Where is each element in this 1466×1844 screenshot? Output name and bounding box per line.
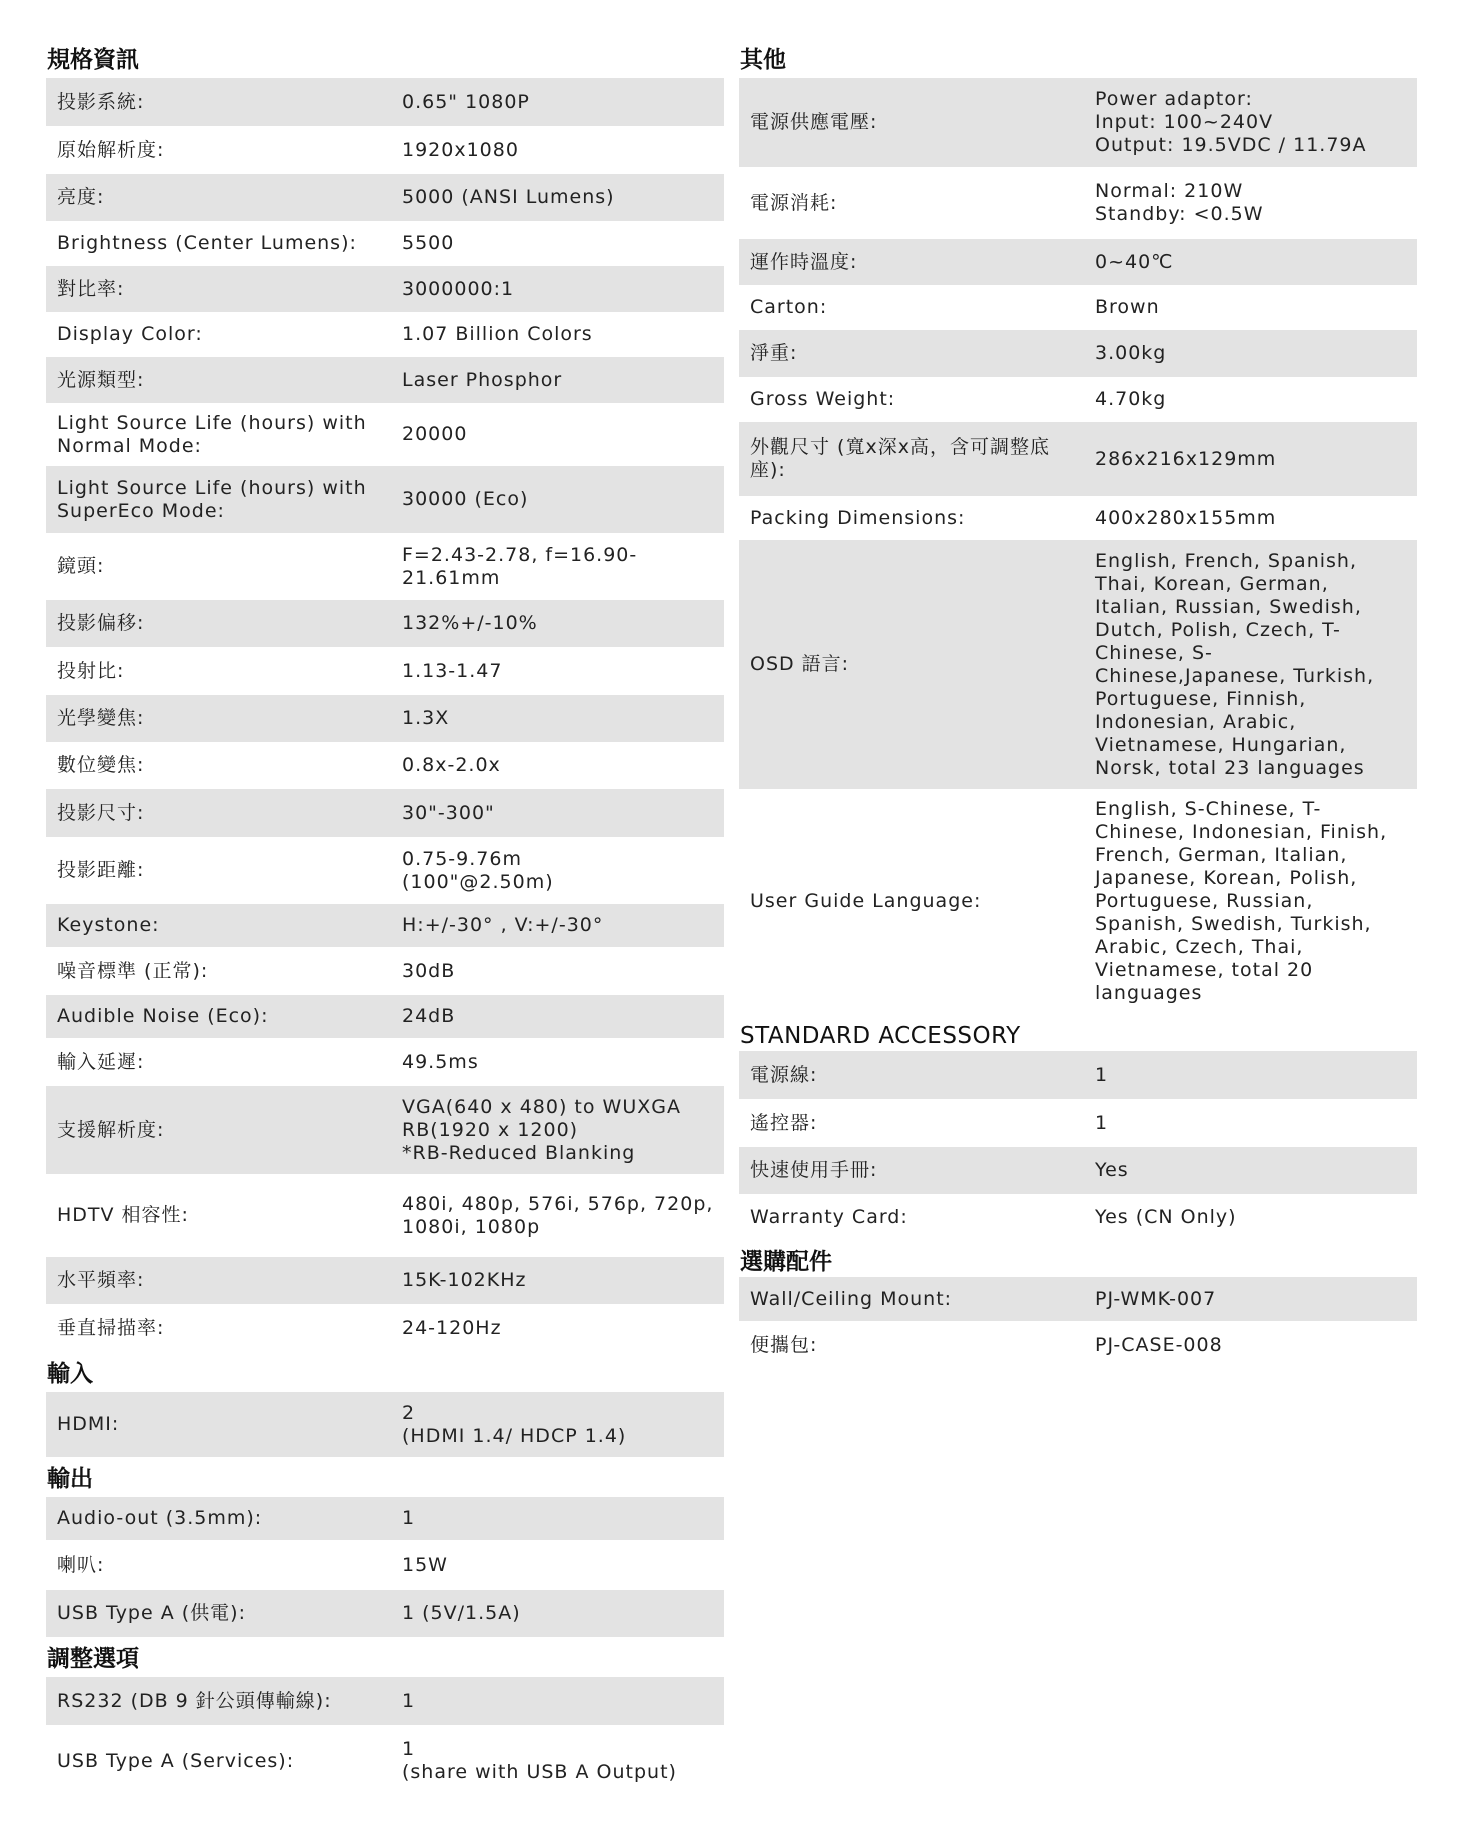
spec-label-line: 投影偏移:	[57, 612, 145, 634]
spec-value	[402, 488, 724, 511]
spec-label-line: 投影距離:	[57, 859, 145, 881]
spec-row	[46, 904, 724, 947]
spec-label	[46, 612, 402, 635]
spec-value-line: Dutch, Polish, Czech, T-	[1095, 618, 1341, 641]
spec-row	[46, 312, 724, 357]
spec-label	[46, 802, 402, 825]
spec-value-line: 1.13-1.47	[402, 659, 503, 682]
spec-row	[739, 540, 1417, 789]
spec-label-line: 運作時溫度:	[750, 250, 858, 273]
spec-label-line: 輸入延遲:	[57, 1050, 145, 1073]
spec-label	[46, 477, 402, 523]
section-title: STANDARD ACCESSORY	[740, 1023, 1021, 1049]
spec-label	[46, 1051, 402, 1074]
spec-value-line: 3.00kg	[1095, 342, 1167, 364]
spec-label-line: Normal Mode:	[57, 434, 202, 457]
spec-label-line: 便攜包:	[750, 1334, 818, 1356]
spec-row	[739, 377, 1417, 422]
spec-value	[1095, 1206, 1417, 1229]
spec-label	[739, 388, 1095, 411]
spec-row	[739, 422, 1417, 496]
spec-value	[1095, 550, 1417, 780]
spec-label	[46, 1413, 402, 1436]
spec-value-line: Arabic, Czech, Thai,	[1095, 936, 1304, 958]
spec-value	[402, 1317, 724, 1340]
section-title: 輸出	[47, 1466, 93, 1492]
spec-label	[46, 232, 402, 255]
spec-value	[402, 232, 724, 255]
spec-value-line: 1920x1080	[402, 138, 519, 161]
spec-value-line: Indonesian, Arabic,	[1095, 710, 1297, 733]
spec-value	[402, 139, 724, 162]
section-title: 輸入	[47, 1361, 93, 1387]
spec-value	[402, 423, 724, 446]
spec-label-line: 外觀尺寸 (寬x深x高，含可調整底	[750, 436, 1050, 458]
spec-value	[402, 1602, 724, 1625]
spec-value-line: RB(1920 x 1200)	[402, 1118, 579, 1141]
spec-row	[46, 837, 724, 904]
spec-label	[46, 1269, 402, 1292]
spec-label	[739, 342, 1095, 365]
section-title: 規格資訊	[47, 47, 139, 73]
spec-value-line: 1	[402, 1689, 416, 1712]
spec-value-line: Standby: <0.5W	[1095, 203, 1264, 225]
spec-label-line: Keystone:	[57, 914, 160, 936]
spec-label-line: HDMI:	[57, 1413, 120, 1435]
spec-label	[739, 296, 1095, 319]
spec-label-line: 喇叭:	[57, 1553, 105, 1576]
spec-label	[46, 1690, 402, 1713]
spec-label-line: Warranty Card:	[750, 1205, 908, 1228]
spec-value	[1095, 88, 1417, 157]
spec-value-line: 4.70kg	[1095, 388, 1167, 410]
spec-value	[402, 707, 724, 730]
spec-value-line: 132%+/-10%	[402, 612, 538, 634]
spec-row	[46, 1257, 724, 1304]
spec-value	[1095, 251, 1417, 274]
spec-value-line: 5000 (ANSI Lumens)	[402, 186, 615, 208]
spec-label-line: Display Color:	[57, 323, 203, 345]
spec-row	[739, 330, 1417, 377]
spec-value-line: 15W	[402, 1553, 448, 1576]
spec-label	[739, 1112, 1095, 1135]
spec-value-line: H:+/-30° , V:+/-30°	[402, 914, 604, 936]
spec-value	[1095, 1288, 1417, 1311]
spec-label	[739, 507, 1095, 530]
spec-row	[739, 167, 1417, 239]
spec-value	[402, 754, 724, 777]
spec-label	[46, 555, 402, 578]
spec-value-line: English, French, Spanish,	[1095, 549, 1357, 572]
spec-value-line: Power adaptor:	[1095, 88, 1253, 110]
spec-label	[46, 754, 402, 777]
spec-value-line: 1	[402, 1507, 416, 1529]
spec-label	[46, 660, 402, 683]
spec-value	[402, 1507, 724, 1530]
spec-row	[739, 789, 1417, 1014]
spec-value-line: 30000 (Eco)	[402, 488, 529, 510]
spec-value	[402, 660, 724, 683]
spec-row	[46, 126, 724, 174]
spec-label	[739, 653, 1095, 676]
spec-label	[739, 251, 1095, 274]
spec-row	[46, 789, 724, 837]
spec-label-line: SuperEco Mode:	[57, 499, 225, 522]
spec-label-line: 數位變焦:	[57, 754, 145, 776]
spec-value-line: (HDMI 1.4/ HDCP 1.4)	[402, 1424, 627, 1447]
spec-value-line: 0.8x-2.0x	[402, 754, 501, 776]
spec-value	[402, 960, 724, 983]
spec-label-line: 光學變焦:	[57, 707, 145, 729]
spec-value	[1095, 1159, 1417, 1182]
spec-row	[46, 742, 724, 789]
spec-row	[739, 1194, 1417, 1240]
spec-label	[739, 890, 1095, 913]
spec-row	[46, 647, 724, 695]
spec-value	[402, 1005, 724, 1028]
spec-value-line: Vietnamese, Hungarian,	[1095, 733, 1347, 756]
spec-row	[46, 947, 724, 995]
spec-row	[46, 1392, 724, 1457]
spec-row	[46, 466, 724, 533]
spec-value-line: 30dB	[402, 959, 456, 982]
spec-label	[46, 1750, 402, 1773]
spec-value-line: 20000	[402, 423, 468, 445]
spec-row	[46, 266, 724, 312]
spec-value	[402, 1690, 724, 1713]
spec-value-line: Thai, Korean, German,	[1095, 572, 1329, 595]
spec-row	[739, 239, 1417, 285]
spec-value	[1095, 1064, 1417, 1087]
spec-label	[46, 369, 402, 392]
spec-label	[46, 323, 402, 346]
spec-row	[46, 1038, 724, 1086]
section-title: 其他	[740, 47, 786, 73]
spec-value-line: 2	[402, 1401, 416, 1424]
spec-label	[739, 1159, 1095, 1182]
spec-value-line: Chinese,Japanese, Turkish,	[1095, 664, 1375, 687]
spec-value	[402, 914, 724, 937]
spec-label	[46, 1005, 402, 1028]
spec-label	[739, 1064, 1095, 1087]
spec-value-line: 400x280x155mm	[1095, 506, 1277, 529]
spec-row	[46, 995, 724, 1038]
spec-value-line: 30"-300"	[402, 801, 495, 824]
spec-row	[739, 1147, 1417, 1194]
spec-value-line: Chinese, S-	[1095, 641, 1213, 664]
spec-label-line: Packing Dimensions:	[750, 506, 966, 529]
spec-row	[46, 1304, 724, 1352]
spec-value	[1095, 1334, 1417, 1357]
spec-label-line: 淨重:	[750, 342, 798, 364]
spec-value	[402, 612, 724, 635]
spec-label	[46, 186, 402, 209]
spec-value	[402, 1738, 724, 1784]
spec-value	[402, 1096, 724, 1165]
spec-label	[46, 859, 402, 882]
spec-label	[46, 960, 402, 983]
spec-value-line: Vietnamese, total 20	[1095, 959, 1314, 981]
spec-value-line: Chinese, Indonesian, Finish,	[1095, 821, 1388, 843]
spec-value-line: languages	[1095, 982, 1203, 1004]
spec-label-line: 噪音標準 (正常):	[57, 959, 209, 982]
spec-row	[46, 1590, 724, 1637]
spec-value-line: Laser Phosphor	[402, 368, 563, 391]
spec-label	[46, 278, 402, 301]
spec-value	[1095, 342, 1417, 365]
spec-row	[739, 285, 1417, 330]
spec-value-line: 21.61mm	[402, 566, 501, 589]
spec-label	[46, 139, 402, 162]
spec-label-line: 對比率:	[57, 277, 125, 300]
spec-value	[1095, 798, 1417, 1005]
spec-label-line: 投影尺寸:	[57, 801, 145, 824]
spec-label	[46, 707, 402, 730]
spec-value	[1095, 180, 1417, 226]
spec-label-line: 鏡頭:	[57, 555, 105, 577]
spec-row	[46, 78, 724, 126]
spec-value	[402, 369, 724, 392]
spec-value-line: Japanese, Korean, Polish,	[1095, 867, 1358, 889]
spec-row	[46, 1086, 724, 1174]
spec-label-line: 快速使用手冊:	[750, 1159, 878, 1181]
spec-value-line: Normal: 210W	[1095, 180, 1244, 202]
spec-label-line: 水平頻率:	[57, 1269, 145, 1291]
spec-label-line: User Guide Language:	[750, 890, 982, 912]
spec-row	[46, 1677, 724, 1725]
spec-label	[46, 914, 402, 937]
spec-value	[402, 1193, 724, 1239]
spec-value-line: English, S-Chinese, T-	[1095, 798, 1322, 820]
spec-row	[46, 600, 724, 647]
spec-label	[46, 1204, 402, 1227]
spec-value-line: 286x216x129mm	[1095, 447, 1277, 470]
spec-label-line: 電源線:	[750, 1063, 818, 1086]
section-title: 調整選項	[47, 1646, 139, 1672]
spec-row	[46, 1725, 724, 1797]
spec-label-line: 原始解析度:	[57, 138, 165, 161]
spec-label	[46, 1119, 402, 1142]
spec-value-line: (share with USB A Output)	[402, 1761, 677, 1783]
spec-label-line: Carton:	[750, 296, 828, 318]
spec-label-line: 電源消耗:	[750, 191, 838, 214]
spec-value	[402, 323, 724, 346]
spec-label-line: Gross Weight:	[750, 388, 896, 410]
spec-row	[46, 174, 724, 221]
spec-label-line: 遙控器:	[750, 1111, 818, 1134]
spec-row	[46, 695, 724, 742]
spec-row	[739, 1277, 1417, 1321]
spec-value-line: 0~40℃	[1095, 250, 1174, 273]
spec-row	[739, 496, 1417, 540]
spec-label	[46, 1602, 402, 1625]
spec-value	[1095, 1112, 1417, 1135]
spec-row	[46, 1174, 724, 1257]
spec-value	[402, 1402, 724, 1448]
spec-row	[46, 1497, 724, 1540]
spec-label	[739, 1334, 1095, 1357]
spec-value-line: PJ-CASE-008	[1095, 1334, 1223, 1356]
spec-value-line: 480i, 480p, 576i, 576p, 720p,	[402, 1192, 714, 1215]
spec-value-line: (100"@2.50m)	[402, 870, 554, 893]
spec-label-line: OSD 語言:	[750, 653, 850, 675]
spec-value-line: Portuguese, Finnish,	[1095, 687, 1307, 710]
spec-label	[46, 1554, 402, 1577]
section-title: 選購配件	[740, 1249, 832, 1275]
spec-value-line: 0.65" 1080P	[402, 90, 530, 113]
spec-label	[739, 436, 1095, 482]
spec-value	[1095, 296, 1417, 319]
spec-label	[46, 412, 402, 458]
right-column	[739, 38, 1417, 1370]
spec-value	[402, 848, 724, 894]
spec-value	[402, 91, 724, 114]
spec-row	[46, 1540, 724, 1590]
spec-row	[46, 221, 724, 266]
spec-value-line: F=2.43-2.78, f=16.90-	[402, 543, 638, 566]
spec-label-line: Light Source Life (hours) with	[57, 476, 367, 499]
spec-value-line: 1.3X	[402, 707, 450, 729]
spec-value-line: 1	[1095, 1063, 1109, 1086]
spec-value-line: PJ-WMK-007	[1095, 1287, 1217, 1310]
spec-label-line: RS232 (DB 9 針公頭傳輸線):	[57, 1689, 332, 1712]
spec-value	[402, 186, 724, 209]
spec-label	[46, 91, 402, 114]
spec-row	[46, 357, 724, 403]
spec-value-line: Brown	[1095, 296, 1160, 318]
spec-row	[46, 533, 724, 600]
spec-label	[46, 1317, 402, 1340]
spec-value-line: French, German, Italian,	[1095, 844, 1348, 866]
spec-label-line: 電源供應電壓:	[750, 111, 878, 133]
spec-label-line: 垂直掃描率:	[57, 1316, 165, 1339]
spec-value-line: Yes (CN Only)	[1095, 1205, 1237, 1228]
spec-row	[739, 1099, 1417, 1147]
spec-label	[739, 1288, 1095, 1311]
spec-value-line: 0.75-9.76m	[402, 847, 522, 870]
spec-value	[402, 1051, 724, 1074]
spec-value-line: 24dB	[402, 1005, 456, 1027]
spec-value	[1095, 388, 1417, 411]
spec-row	[739, 1321, 1417, 1370]
spec-label-line: USB Type A (供電):	[57, 1602, 246, 1624]
spec-label-line: Wall/Ceiling Mount:	[750, 1287, 953, 1310]
spec-label-line: 光源類型:	[57, 368, 145, 391]
spec-value-line: 1	[402, 1738, 416, 1760]
spec-label	[739, 1206, 1095, 1229]
spec-value-line: 3000000:1	[402, 277, 515, 300]
spec-label-line: Audio-out (3.5mm):	[57, 1507, 263, 1529]
spec-value	[1095, 448, 1417, 471]
spec-value-line: 1.07 Billion Colors	[402, 323, 593, 345]
spec-value-line: 1080i, 1080p	[402, 1215, 541, 1238]
spec-label-line: Audible Noise (Eco):	[57, 1005, 269, 1027]
spec-value-line: VGA(640 x 480) to WUXGA	[402, 1095, 681, 1118]
spec-value-line: Output: 19.5VDC / 11.79A	[1095, 134, 1367, 156]
spec-label-line: HDTV 相容性:	[57, 1204, 189, 1226]
spec-value-line: Norsk, total 23 languages	[1095, 756, 1365, 779]
spec-label	[739, 111, 1095, 134]
spec-value-line: Spanish, Swedish, Turkish,	[1095, 913, 1372, 935]
left-column	[46, 38, 724, 1797]
spec-label-line: USB Type A (Services):	[57, 1749, 295, 1772]
spec-value-line: Portuguese, Russian,	[1095, 890, 1314, 912]
spec-label-line: 支援解析度:	[57, 1118, 165, 1141]
spec-value-line: *RB-Reduced Blanking	[402, 1141, 636, 1164]
spec-value-line: Input: 100~240V	[1095, 111, 1274, 133]
spec-value	[402, 1554, 724, 1577]
spec-label-line: 投射比:	[57, 659, 125, 682]
spec-row	[46, 403, 724, 466]
spec-value-line: Yes	[1095, 1159, 1129, 1181]
spec-value-line: Italian, Russian, Swedish,	[1095, 595, 1362, 618]
spec-label-line: 亮度:	[57, 186, 105, 208]
spec-value-line: 1 (5V/1.5A)	[402, 1602, 521, 1624]
spec-row	[739, 78, 1417, 167]
spec-value-line: 5500	[402, 232, 455, 254]
spec-label-line: Brightness (Center Lumens):	[57, 232, 357, 254]
spec-label	[46, 1507, 402, 1530]
spec-value	[402, 1269, 724, 1292]
spec-value	[402, 802, 724, 825]
spec-value-line: 24-120Hz	[402, 1316, 502, 1339]
spec-label-line: Light Source Life (hours) with	[57, 411, 367, 434]
spec-value	[1095, 507, 1417, 530]
spec-label	[739, 192, 1095, 215]
spec-label-line: 投影系統:	[57, 90, 145, 113]
spec-value-line: 49.5ms	[402, 1050, 479, 1073]
spec-value	[402, 278, 724, 301]
spec-value-line: 15K-102KHz	[402, 1269, 527, 1291]
spec-label-line: 座):	[750, 459, 786, 481]
spec-value-line: 1	[1095, 1111, 1109, 1134]
spec-row	[739, 1051, 1417, 1099]
spec-value	[402, 544, 724, 590]
